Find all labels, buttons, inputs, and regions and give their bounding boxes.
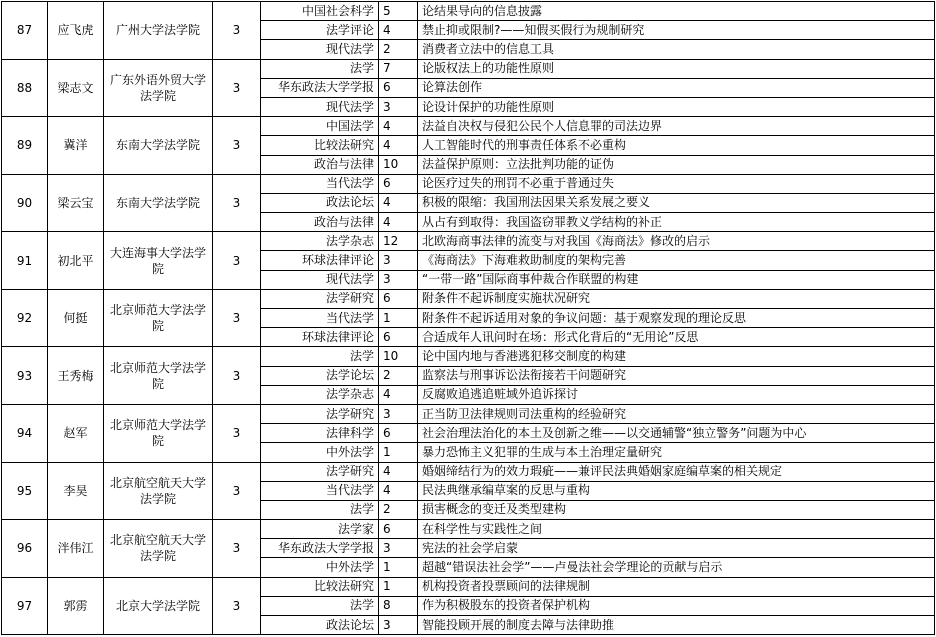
journal-name: 法学研究 xyxy=(261,404,379,423)
author-number: 95 xyxy=(2,462,48,520)
paper-count: 3 xyxy=(213,289,261,347)
issue-number: 6 xyxy=(379,78,418,97)
issue-number: 1 xyxy=(379,309,418,328)
paper-title: 民法典继承编草案的反思与重构 xyxy=(418,481,935,500)
author-institution: 东南大学法学院 xyxy=(104,174,213,232)
paper-title: 在科学性与实践性之间 xyxy=(418,520,935,539)
author-name: 梁志文 xyxy=(48,59,104,117)
author-number: 92 xyxy=(2,289,48,347)
issue-number: 4 xyxy=(379,385,418,404)
paper-title: 人工智能时代的刑事责任体系不必重构 xyxy=(418,136,935,155)
author-number: 96 xyxy=(2,520,48,578)
issue-number: 1 xyxy=(379,558,418,577)
journal-name: 当代法学 xyxy=(261,309,379,328)
author-name: 初北平 xyxy=(48,232,104,290)
paper-title: 论结果导向的信息披露 xyxy=(418,2,935,21)
table-row xyxy=(2,347,935,366)
author-number: 97 xyxy=(2,577,48,635)
issue-number: 10 xyxy=(379,347,418,366)
paper-count: 3 xyxy=(213,174,261,232)
paper-title: 论版权法上的功能性原则 xyxy=(418,59,935,78)
paper-title: 社会治理法治化的本土及创新之维——以交通辅警“独立警务”问题为中心 xyxy=(418,424,935,443)
author-institution: 北京师范大学法学院 xyxy=(104,404,213,462)
paper-title: 论设计保护的功能性原则 xyxy=(418,97,935,116)
paper-title: 论医疗过失的刑罚不必重于普通过失 xyxy=(418,174,935,193)
issue-number: 4 xyxy=(379,117,418,136)
paper-title: 法益自决权与侵犯公民个人信息罪的司法边界 xyxy=(418,117,935,136)
journal-name: 比较法研究 xyxy=(261,577,379,596)
paper-title: 从占有到取得：我国盗窃罪教义学结构的补正 xyxy=(418,213,935,232)
journal-name: 中外法学 xyxy=(261,443,379,462)
paper-title: 禁止抑或限制?——知假买假行为规制研究 xyxy=(418,21,935,40)
author-number: 94 xyxy=(2,404,48,462)
journal-name: 当代法学 xyxy=(261,174,379,193)
paper-title: 正当防卫法律规则司法重构的经验研究 xyxy=(418,404,935,423)
journal-name: 法学评论 xyxy=(261,21,379,40)
author-number: 90 xyxy=(2,174,48,232)
author-name: 王秀梅 xyxy=(48,347,104,405)
author-institution: 东南大学法学院 xyxy=(104,117,213,175)
issue-number: 3 xyxy=(379,539,418,558)
paper-title: 论中国内地与香港逃犯移交制度的构建 xyxy=(418,347,935,366)
paper-title: 损害概念的变迁及类型建构 xyxy=(418,500,935,519)
journal-name: 法律科学 xyxy=(261,424,379,443)
journal-name: 法学家 xyxy=(261,520,379,539)
author-institution: 北京师范大学法学院 xyxy=(104,347,213,405)
author-name: 泮伟江 xyxy=(48,520,104,578)
paper-title: 机构投资者投票顾问的法律规制 xyxy=(418,577,935,596)
issue-number: 6 xyxy=(379,520,418,539)
author-name: 赵军 xyxy=(48,404,104,462)
author-name: 梁云宝 xyxy=(48,174,104,232)
paper-count: 3 xyxy=(213,117,261,175)
author-institution: 大连海事大学法学院 xyxy=(104,232,213,290)
journal-name: 法学杂志 xyxy=(261,385,379,404)
issue-number: 2 xyxy=(379,366,418,385)
paper-title: 北欧海商事法律的流变与对我国《海商法》修改的启示 xyxy=(418,232,935,251)
author-number: 89 xyxy=(2,117,48,175)
author-number: 93 xyxy=(2,347,48,405)
journal-name: 中国社会科学 xyxy=(261,2,379,21)
issue-number: 12 xyxy=(379,232,418,251)
issue-number: 5 xyxy=(379,2,418,21)
issue-number: 4 xyxy=(379,213,418,232)
journal-name: 当代法学 xyxy=(261,481,379,500)
author-name: 何挺 xyxy=(48,289,104,347)
paper-title: 附条件不起诉制度实施状况研究 xyxy=(418,289,935,308)
author-institution: 北京师范大学法学院 xyxy=(104,289,213,347)
journal-name: 政治与法律 xyxy=(261,213,379,232)
paper-count: 3 xyxy=(213,2,261,60)
issue-number: 3 xyxy=(379,97,418,116)
table-row xyxy=(2,232,935,251)
paper-title: 智能投顾开展的制度去障与法律助推 xyxy=(418,616,935,635)
paper-title: 监察法与刑事诉讼法衔接若干问题研究 xyxy=(418,366,935,385)
issue-number: 7 xyxy=(379,59,418,78)
table-row xyxy=(2,289,935,308)
issue-number: 2 xyxy=(379,40,418,59)
issue-number: 6 xyxy=(379,424,418,443)
table-row xyxy=(2,462,935,481)
paper-title: 宪法的社会学启蒙 xyxy=(418,539,935,558)
journal-name: 中外法学 xyxy=(261,558,379,577)
author-name: 李昊 xyxy=(48,462,104,520)
journal-name: 法学 xyxy=(261,59,379,78)
paper-title: 反腐败追逃追赃域外追诉探讨 xyxy=(418,385,935,404)
journal-name: 现代法学 xyxy=(261,40,379,59)
author-number: 91 xyxy=(2,232,48,290)
author-institution: 北京大学法学院 xyxy=(104,577,213,635)
issue-number: 4 xyxy=(379,136,418,155)
issue-number: 4 xyxy=(379,21,418,40)
journal-name: 法学 xyxy=(261,347,379,366)
issue-number: 6 xyxy=(379,328,418,347)
journal-name: 法学研究 xyxy=(261,462,379,481)
table-row xyxy=(2,2,935,21)
issue-number: 6 xyxy=(379,289,418,308)
table-row xyxy=(2,174,935,193)
author-institution: 北京航空航天大学法学院 xyxy=(104,520,213,578)
journal-name: 华东政法大学学报 xyxy=(261,539,379,558)
issue-number: 4 xyxy=(379,481,418,500)
issue-number: 3 xyxy=(379,616,418,635)
journal-name: 法学论坛 xyxy=(261,366,379,385)
journal-name: 环球法律评论 xyxy=(261,328,379,347)
journal-name: 华东政法大学学报 xyxy=(261,78,379,97)
paper-title: 暴力恐怖主义犯罪的生成与本土治理定量研究 xyxy=(418,443,935,462)
author-name: 应飞虎 xyxy=(48,2,104,60)
paper-count: 3 xyxy=(213,59,261,117)
journal-name: 环球法律评论 xyxy=(261,251,379,270)
issue-number: 10 xyxy=(379,155,418,174)
author-number: 87 xyxy=(2,2,48,60)
table-row xyxy=(2,577,935,596)
table-row xyxy=(2,520,935,539)
author-name: 郭雳 xyxy=(48,577,104,635)
author-number: 88 xyxy=(2,59,48,117)
journal-name: 法学 xyxy=(261,500,379,519)
journal-name: 法学 xyxy=(261,596,379,615)
journal-name: 现代法学 xyxy=(261,270,379,289)
table-row xyxy=(2,59,935,78)
paper-count: 3 xyxy=(213,577,261,635)
issue-number: 4 xyxy=(379,193,418,212)
journal-name: 政法论坛 xyxy=(261,616,379,635)
author-papers-table xyxy=(1,1,935,635)
paper-title: 积极的限缩：我国刑法因果关系发展之要义 xyxy=(418,193,935,212)
table-row xyxy=(2,404,935,423)
issue-number: 4 xyxy=(379,462,418,481)
paper-title: 《海商法》下海难救助制度的架构完善 xyxy=(418,251,935,270)
author-name: 冀洋 xyxy=(48,117,104,175)
paper-title: 超越“错误法社会学”——卢曼法社会学理论的贡献与启示 xyxy=(418,558,935,577)
journal-name: 法学研究 xyxy=(261,289,379,308)
journal-name: 现代法学 xyxy=(261,97,379,116)
journal-name: 法学杂志 xyxy=(261,232,379,251)
issue-number: 3 xyxy=(379,404,418,423)
paper-title: 婚姻缔结行为的效力瑕疵——兼评民法典婚姻家庭编草案的相关规定 xyxy=(418,462,935,481)
journal-name: 政法论坛 xyxy=(261,193,379,212)
journal-name: 比较法研究 xyxy=(261,136,379,155)
issue-number: 3 xyxy=(379,251,418,270)
journal-name: 政治与法律 xyxy=(261,155,379,174)
issue-number: 3 xyxy=(379,270,418,289)
paper-title: 作为积极股东的投资者保护机构 xyxy=(418,596,935,615)
paper-count: 3 xyxy=(213,520,261,578)
issue-number: 6 xyxy=(379,174,418,193)
paper-title: 法益保护原则：立法批判功能的证伪 xyxy=(418,155,935,174)
paper-count: 3 xyxy=(213,462,261,520)
paper-title: 论算法创作 xyxy=(418,78,935,97)
paper-title: 合适成年人讯问时在场：形式化背后的“无用论”反思 xyxy=(418,328,935,347)
paper-title: “一带一路”国际商事仲裁合作联盟的构建 xyxy=(418,270,935,289)
issue-number: 8 xyxy=(379,596,418,615)
journal-name: 中国法学 xyxy=(261,117,379,136)
paper-title: 消费者立法中的信息工具 xyxy=(418,40,935,59)
paper-title: 附条件不起诉适用对象的争议问题：基于观察发现的理论反思 xyxy=(418,309,935,328)
author-institution: 广东外语外贸大学法学院 xyxy=(104,59,213,117)
issue-number: 1 xyxy=(379,443,418,462)
author-institution: 北京航空航天大学法学院 xyxy=(104,462,213,520)
author-institution: 广州大学法学院 xyxy=(104,2,213,60)
table-row xyxy=(2,117,935,136)
issue-number: 2 xyxy=(379,500,418,519)
paper-count: 3 xyxy=(213,232,261,290)
paper-count: 3 xyxy=(213,404,261,462)
issue-number: 1 xyxy=(379,577,418,596)
paper-count: 3 xyxy=(213,347,261,405)
